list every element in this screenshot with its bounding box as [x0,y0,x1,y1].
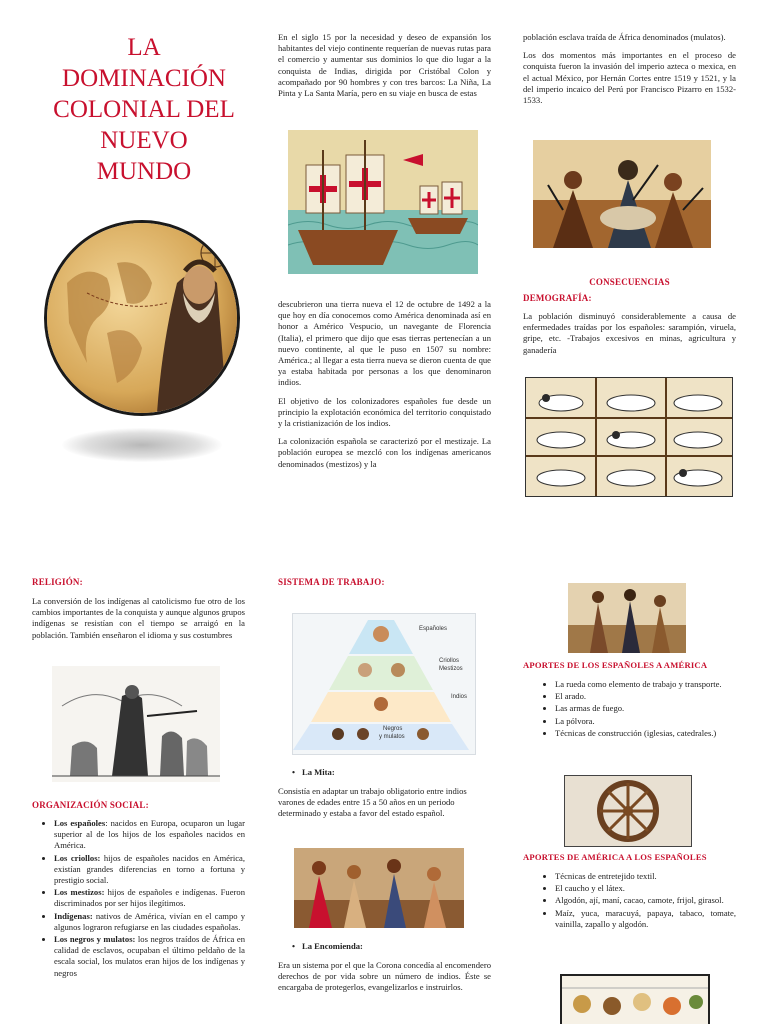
title-line-2: DOMINACIÓN [62,65,226,92]
list-item [54,887,245,909]
main-title [28,32,260,187]
item-text: nativos de América, vivían en el campo y algunos lograron refugiarse en las ciudades españolas. [54,910,245,932]
list-item: • La pólvora. [555,716,736,727]
mita-section [278,767,491,827]
circle-shadow [62,428,222,462]
list-item: • Algodón, ají, maní, cacao, camote, frijol, girasol. [555,895,736,906]
encomienda-paragraph: Era un sistema por el que la Corona concedía al encomendero derechos de por vida sobre un número de indios. Éste se encargaba de protegerlos, evangelizarlos e instruirlos. [278,960,491,993]
list-item: • Maíz, yuca, maracuyá, papaya, tabaco, tomate, vainilla, zapallo y algodón. [555,908,736,930]
organizacion-section [32,800,245,980]
pyramid-label-indios: Indios [451,694,468,700]
list-item: • El caucho y el látex. [555,883,736,894]
conquest-paragraph: Los dos momentos más importantes en el proceso de conquista fueron la invasión del imperio azteca o mexica, en el actual México, por Hernán Cortes entre 1519 y 1521, y la del imperio incaico del Perú por Francisco Pizarro en 1532-1533. [523,50,736,106]
mita-paragraph: Consistía en adaptar un trabajo obligatorio entre indios varones de edades entre 15 a 50 años en un periodo determinado y estaba a favor del estado español. [278,786,467,819]
item-term: Indígenas: [54,910,93,921]
religion-paragraph: La conversión de los indígenas al catolicismo fue otro de los cambios importantes de la conquista y aunque algunos grupos indígenas se resistían con el tiempo se arraigó en la población. También enseñaron el idioma y sus costumbres [32,596,245,640]
aportes-espanoles-list [523,679,736,739]
title-line-1: LA [127,34,161,61]
pyramid-label-mulatos: y mulatos [379,734,405,740]
mita-title: • La Mita: [278,767,491,777]
mulatos-paragraph: población esclava traída de África denominados (mulatos). [523,32,726,42]
social-pyramid-image [292,613,476,755]
intro-paragraph: En el siglo 15 por la necesidad y deseo de expansión los habitantes del viejo continente requerían de nuevas rutas para el comercio y aumentar sus dominios lo que dio lugar a la conquista de Indias, dirigida por Cristóbal Colon y acompañado por 90 hombres y con tres barcos: La Niña, La Pinta y La Santa María, pero en su viaje en busca de estas [278,32,491,99]
item-text: : nacidos en Europa, ocuparon un lugar superior al de los hijos de los españoles nacidos en América. [54,818,245,851]
wheel-image [564,775,692,847]
organizacion-list [32,818,245,979]
workers-image [568,583,686,653]
column-2-top [278,32,491,106]
title-line-3: COLONIAL DEL [53,96,235,123]
encomienda-image [294,848,464,928]
list-item: • Técnicas de construcción (iglesias, catedrales.) [555,728,736,739]
evangelization-engraving-image [52,666,220,782]
title-line-4: NUEVO [100,127,188,154]
pyramid-label-espanoles: Españoles [419,626,448,632]
encomienda-section [278,941,491,1001]
discovery-paragraph: descubrieron una tierra nueva el 12 de octubre de 1492 a la que hoy en día conocemos como América denominada así en honor a Américo Vespucio, un navegante de Florencia (Italia), el primero que dijo que esas tierras pertenecían a un nuevo continente, al que le puso en 1507 su nombre: América.; al llegar a esta tierra nueva se dieron cuenta de que ya estaba habitada por personas a los que denominaron indios. [278,299,491,388]
pyramid-label-negros: Negros [383,726,403,732]
column-2-body [278,299,491,477]
list-item [54,934,245,979]
item-term: Los criollos: [54,852,101,863]
pyramid-label-mestizos: Mestizos [439,666,463,672]
colon-map-circle-image [44,220,240,416]
item-term: Los españoles [54,818,106,828]
aportes-america-heading: APORTES DE AMÉRICA A LOS ESPAÑOLES [523,852,707,862]
demografia-paragraph: La población disminuyó considerablemente a causa de enfermedades traídas por los españoles: sarampión, viruela, gripe, etc. -Trabajos excesivos en minas, agricultura y ganadería [523,311,736,355]
aportes-america-section [523,852,736,931]
list-item: • La rueda como elemento de trabajo y transporte. [555,679,736,690]
demografia-heading: DEMOGRAFÍA: [523,293,592,303]
consecuencias-heading-wrap [523,272,736,290]
list-item [54,853,245,887]
demografia-section [523,293,736,363]
list-item [54,911,245,933]
ships-image [288,130,478,274]
conquest-battle-image [533,140,711,248]
religion-section [32,577,245,648]
disease-codex-image [525,377,733,497]
organizacion-heading: ORGANIZACIÓN SOCIAL: [32,800,149,810]
item-text: hijos de españoles nacidos en América, existían grandes diferencias en torno a fortuna y prestigio social. [54,852,245,886]
encomienda-title: • La Encomienda: [278,941,491,951]
trabajo-heading: SISTEMA DE TRABAJO: [278,577,385,587]
column-3-top [523,32,736,113]
item-term: Los mestizos: [54,887,105,898]
american-foods-image [560,974,710,1024]
aportes-america-list [523,871,736,930]
consecuencias-heading: CONSECUENCIAS [589,277,670,287]
trabajo-section [278,577,491,587]
aportes-espanoles-heading: APORTES DE LOS ESPAÑOLES A AMÉRICA [523,660,708,670]
objective-paragraph: El objetivo de los colonizadores españoles fue desde un principio la explotación económica del territorio conquistado y la cristianización de los indios. [278,395,491,429]
item-text: los negros traídos de África en calidad de esclavos, ocupaban el último peldaño de la escala social, los mulatos eran hijos de los indígenas y negros [54,934,246,978]
title-line-5: MUNDO [96,158,192,185]
list-item: • El arado. [555,691,736,702]
list-item: • Las armas de fuego. [555,703,736,714]
religion-heading: RELIGIÓN: [32,577,83,587]
pyramid-label-criollos: Criollos [439,658,460,664]
list-item: • Técnicas de entretejido textil. [555,871,736,882]
aportes-espanoles-section [523,660,736,740]
list-item [54,818,245,852]
item-text: hijos de españoles e indígenas. Fueron discriminados por ser hijos ilegítimos. [54,887,245,909]
mestizaje-paragraph: La colonización española se caracterizó por el mestizaje. La población europea se mezcló con los indígenas americanos denominados (mestizos) y la [278,436,491,469]
item-term: Los negros y mulatos: [54,934,136,945]
